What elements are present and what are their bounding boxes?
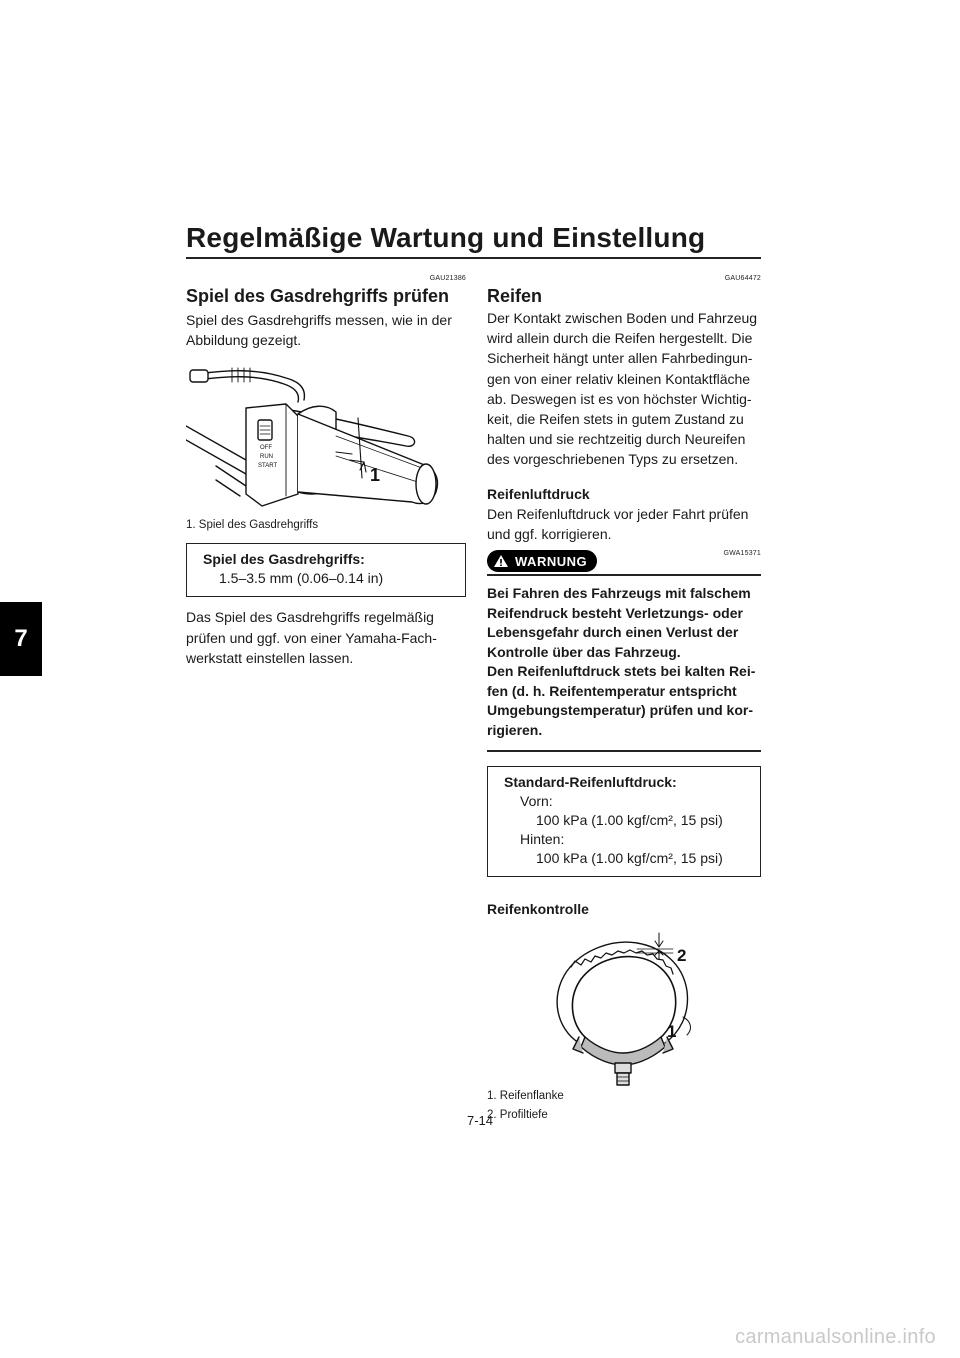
section-title-tires: Reifen — [487, 286, 543, 306]
warning-label: WARNUNG — [515, 553, 588, 569]
warning-triangle-icon — [493, 554, 509, 568]
tire-spec-rear-value: 100 kPa (1.00 kgf/cm², 15 psi) — [536, 850, 723, 867]
switch-label-start: START — [258, 463, 278, 470]
warning-rule-bottom — [487, 750, 761, 752]
tire-spec-rear-label: Hinten: — [520, 831, 565, 848]
tire-pressure-spec-box — [487, 766, 761, 877]
throttle-caption: 1. Spiel des Gasdrehgriffs — [186, 519, 319, 532]
tire-callout-2: 2 — [677, 946, 687, 966]
section-title-throttle: Spiel des Gasdrehgriffs prüfen — [186, 286, 450, 306]
warning-text-1: Bei Fahren des Fahrzeugs mit falschem Reifendruck besteht Verletzungs- oder Lebensgefahr durch einen Verlust der Kontrolle über das Fahrzeug. — [487, 585, 751, 660]
throttle-grip-illustration — [186, 356, 466, 514]
pressure-text: Den Reifenluftdruck vor jeder Fahrt prüfen und ggf. korrigieren. — [487, 505, 749, 542]
header-rule — [186, 257, 761, 259]
tires-intro: Der Kontakt zwischen Boden und Fahrzeug wird allein durch die Reifen hergestellt. Die Sicherheit hängt unter allen Fahrbedingun-gen von einer relativ kleinen Kontaktfläche ab. Deswegen ist es von höchster Wichtig-keit, die Reifen stets in gutem Zustand zu halten und sie rechtzeitig durch Neureifen des vorgeschriebenen Typs zu ersetzen. — [487, 310, 758, 468]
page-number: 7-14 — [466, 1113, 494, 1128]
tire-spec-title: Standard-Reifenluftdruck: — [504, 774, 677, 791]
tire-spec-front-label: Vorn: — [520, 793, 553, 810]
warning-rule-top — [487, 574, 761, 576]
throttle-intro: Spiel des Gasdrehgriffs messen, wie in der Abbildung gezeigt. — [186, 312, 452, 349]
throttle-spec-value: 1.5–3.5 mm (0.06–0.14 in) — [219, 570, 384, 587]
warning-text-2: Den Reifenluftdruck stets bei kalten Rei-fen (d. h. Reifentemperatur entspricht Umgebungstemperatur) prüfen und kor-rigieren. — [487, 663, 756, 738]
section-code-tires: GAU64472 — [724, 275, 761, 282]
throttle-spec-title: Spiel des Gasdrehgriffs: — [203, 551, 365, 568]
throttle-figure — [186, 356, 466, 514]
throttle-note: Das Spiel des Gasdrehgriffs regelmäßig prüfen und ggf. von einer Yamaha-Fach-werkstatt einstellen lassen. — [186, 609, 437, 666]
chapter-tab: 7 — [0, 602, 42, 676]
tire-callout-1: 1 — [667, 1022, 677, 1042]
pressure-title: Reifenluftdruck — [487, 485, 590, 502]
warning-badge — [487, 550, 597, 572]
warning-header — [487, 550, 761, 572]
switch-label-run: RUN — [260, 454, 273, 461]
switch-label-off: OFF — [260, 445, 272, 452]
tire-caption-1: 1. Reifenflanke — [487, 1090, 564, 1103]
tire-spec-front-value: 100 kPa (1.00 kgf/cm², 15 psi) — [536, 812, 723, 829]
throttle-spec-box — [186, 543, 466, 597]
left-column — [186, 275, 466, 668]
section-code: GAU21386 — [429, 275, 466, 282]
tire-caption-2: 2. Profiltiefe — [487, 1109, 548, 1122]
watermark: carmanualsonline.info — [735, 1326, 936, 1348]
tire-cross-section-illustration — [487, 925, 761, 1087]
right-column — [487, 275, 761, 1125]
page-title: Regelmäßige Wartung und Einstellung — [186, 222, 706, 253]
tire-figure — [487, 925, 761, 1087]
warning-code: GWA15371 — [723, 550, 761, 558]
throttle-callout-1: 1 — [370, 465, 381, 486]
tire-check-title: Reifenkontrolle — [487, 901, 589, 918]
